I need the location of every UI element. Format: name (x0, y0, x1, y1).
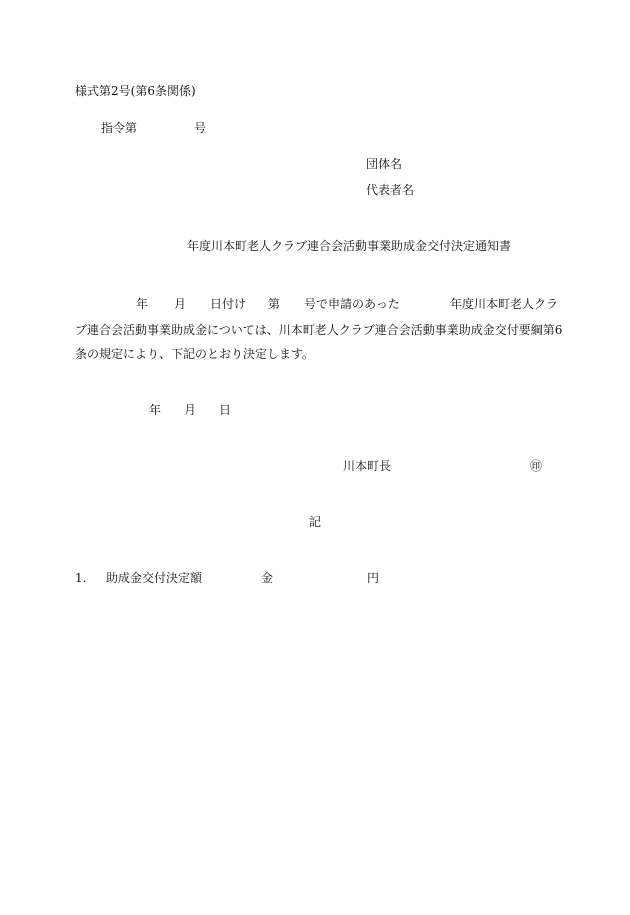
body-line3: 条の規定により、下記のとおり決定します。 (75, 347, 315, 361)
body-number-suffix: 号で申請のあった (304, 297, 400, 311)
issue-date-year: 年 (149, 403, 162, 417)
body-year: 年 (136, 297, 149, 311)
item-label: 助成金交付決定額 (106, 571, 203, 585)
body-month: 月 (174, 297, 187, 311)
issuer-name: 川本町長 (343, 459, 392, 473)
item-amount-unit: 円 (367, 571, 380, 585)
organization-name-label: 団体名 (366, 157, 403, 171)
body-line2: ブ連合会活動事業助成金については、川本町老人クラブ連合会活動事業助成金交付要綱第6 (75, 323, 563, 337)
directive-number-suffix: 号 (194, 121, 207, 135)
body-date: 日付け (210, 297, 247, 311)
ki-heading: 記 (309, 515, 322, 529)
body-line1-tail: 年度川本町老人クラ (450, 297, 559, 311)
form-number-label: 様式第2号(第6条関係) (75, 84, 196, 98)
issue-date-month: 月 (184, 403, 197, 417)
seal-mark: ㊞ (530, 459, 543, 473)
body-number-prefix: 第 (268, 297, 281, 311)
representative-name-label: 代表者名 (366, 183, 415, 197)
issue-date-day: 日 (219, 403, 232, 417)
item-amount-prefix: 金 (261, 571, 274, 585)
document-title: 年度川本町老人クラブ連合会活動事業助成金交付決定通知書 (187, 239, 512, 253)
item-number: 1. (75, 571, 87, 585)
directive-number-prefix: 指令第 (101, 121, 138, 135)
